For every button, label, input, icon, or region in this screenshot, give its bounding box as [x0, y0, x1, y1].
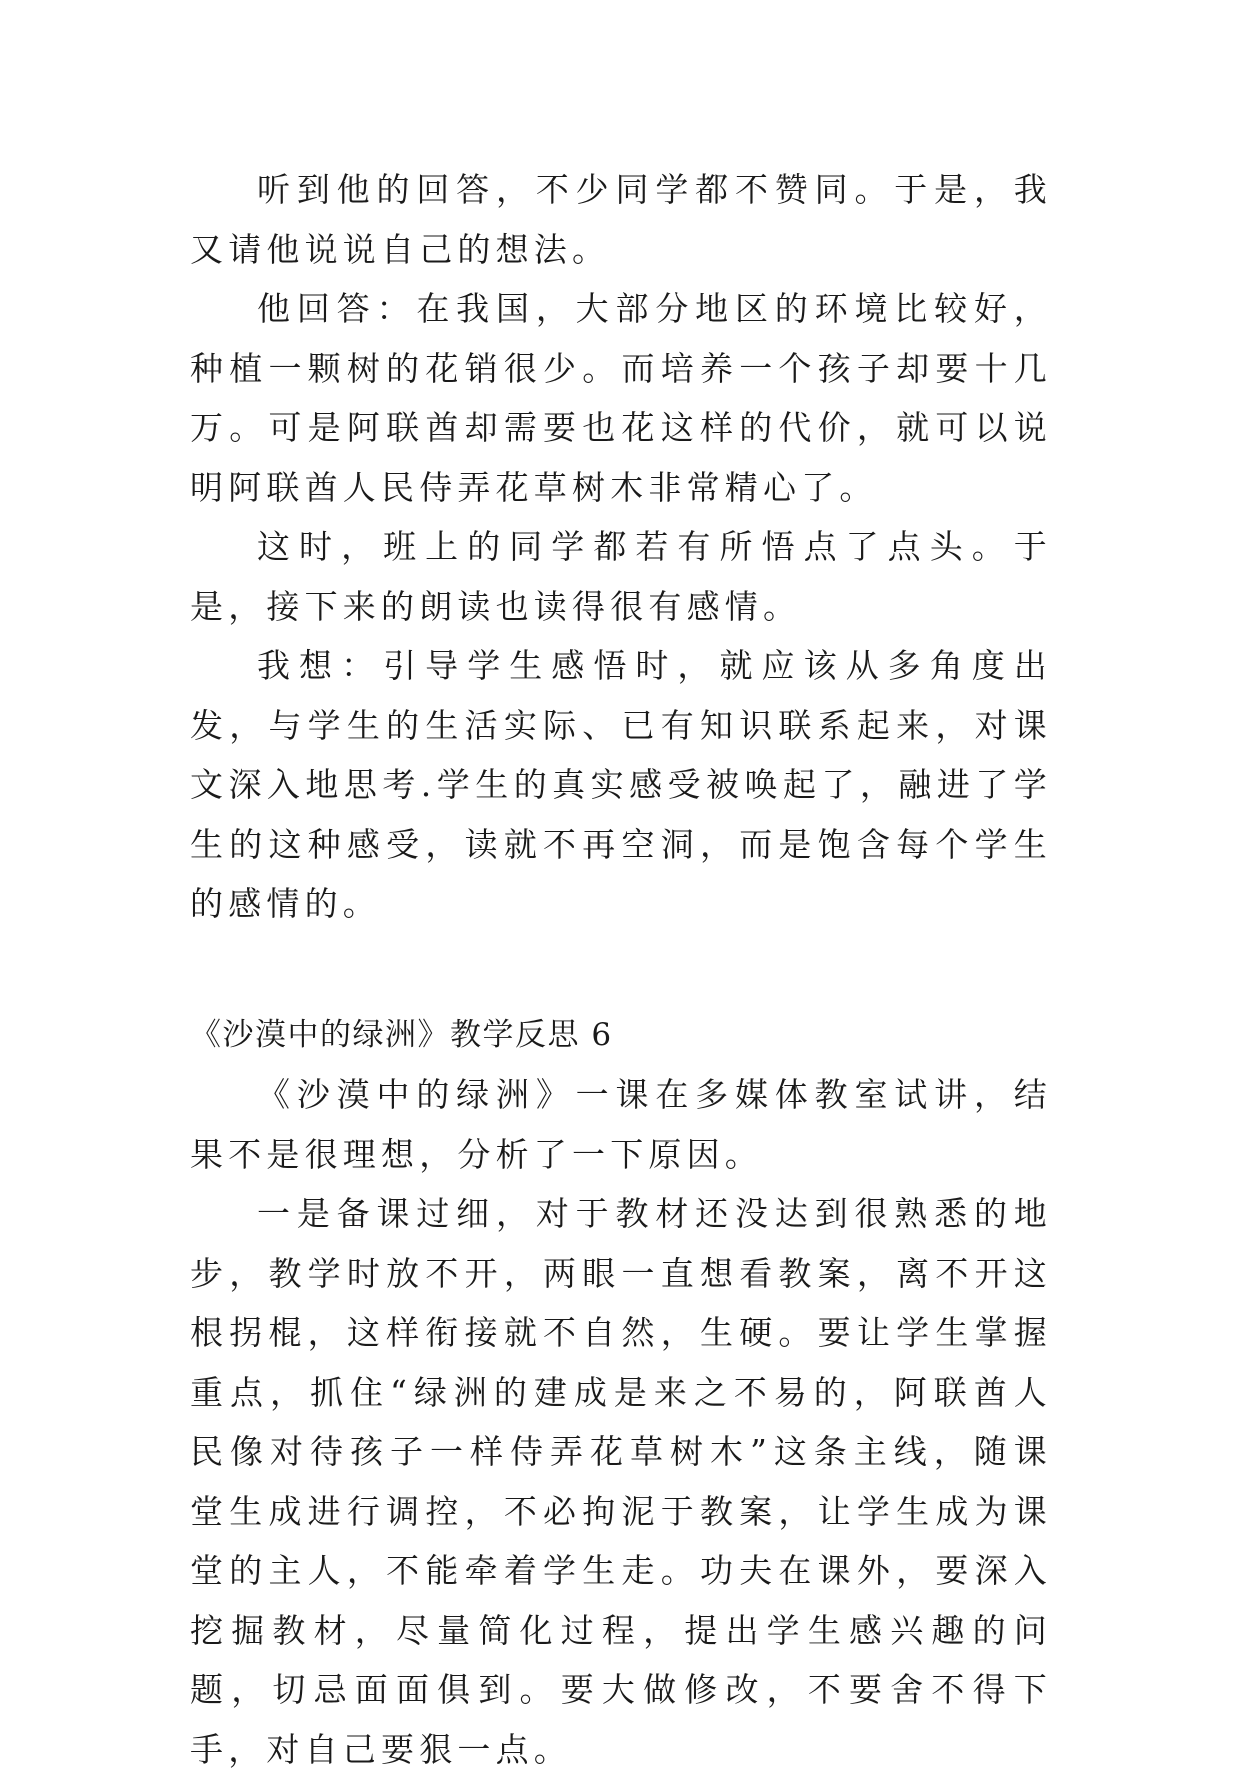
- paragraph: 听到他的回答，不少同学都不赞同。于是，我又请他说说自己的想法。: [190, 170, 1052, 269]
- paragraph: 《沙漠中的绿洲》一课在多媒体教室试讲，结果不是很理想，分析了一下原因。: [190, 1075, 1052, 1174]
- section-heading: 《沙漠中的绿洲》教学反思 6: [190, 1016, 613, 1053]
- paragraph: 他回答：在我国，大部分地区的环境比较好，种植一颗树的花销很少。而培养一个孩子却要十几万。可是阿联酋却需要也花这样的代价，就可以说明阿联酋人民侍弄花草树木非常精心了。: [190, 289, 1052, 507]
- paragraph: 我想：引导学生感悟时，就应该从多角度出发，与学生的生活实际、已有知识联系起来，对课文深入地思考.学生的真实感受被唤起了，融进了学生的这种感受，读就不再空洞，而是饱含每个学生的感情的。: [190, 646, 1052, 923]
- paragraph: 一是备课过细，对于教材还没达到很熟悉的地步，教学时放不开，两眼一直想看教案，离不开这根拐棍，这样衔接就不自然，生硬。要让学生掌握重点，抓住“绿洲的建成是来之不易的，阿联酋人民像对待孩子一样侍弄花草树木”这条主线，随课堂生成进行调控，不必拘泥于教案，让学生成为课堂的主人，不能牵着学生走。功夫在课外，要深入挖掘教材，尽量简化过程，提出学生感兴趣的问题，切忌面面俱到。要大做修改，不要舍不得下手，对自己要狠一点。: [190, 1194, 1052, 1769]
- document-page: [190, 160, 1052, 1779]
- paragraph: 这时，班上的同学都若有所悟点了点头。于是，接下来的朗读也读得很有感情。: [190, 527, 1052, 626]
